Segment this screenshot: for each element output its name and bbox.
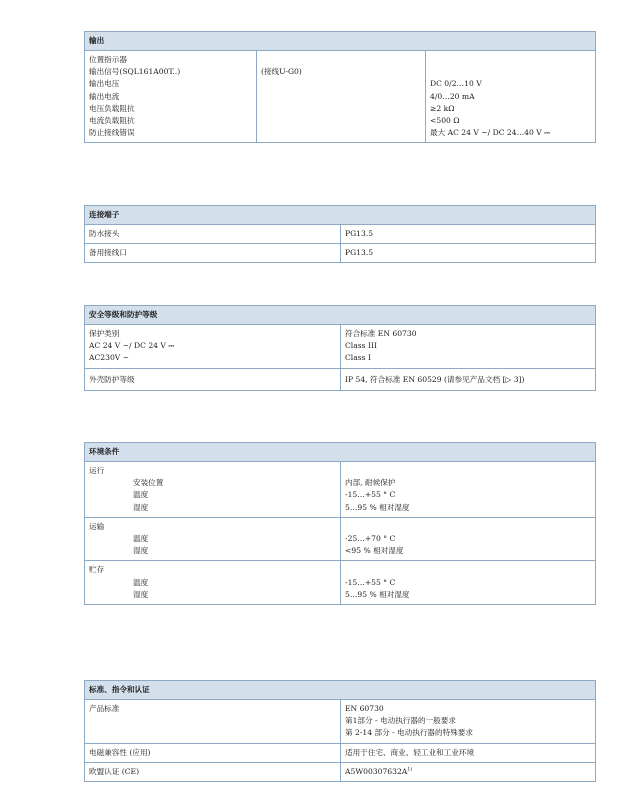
table-row: 备用接线口 PG13.5 (85, 244, 596, 263)
safety-title: 安全等级和防护等级 (85, 306, 596, 325)
wiring-note: (接线U-G0) (261, 67, 302, 77)
output-values: DC 0/2…10 V 4/0…20 mA ≥2 kΩ <500 Ω 最大 AC 24 V ~/ DC 24…40 V ⎓ (426, 51, 596, 143)
output-wiring (257, 51, 426, 143)
table-row: 欧盟认证 (CE) $A5W00307632A^{1)}$ (85, 762, 596, 781)
ce-footnote: 1) (407, 766, 413, 773)
table-row: 运输 温度 湿度 -25…+70 ° C <95 % 相对湿度 (85, 517, 596, 561)
environment-title: 环境条件 (85, 443, 596, 462)
table-row: 贮存 温度 湿度 -15…+55 ° C 5…95 % 相对湿度 (85, 561, 596, 605)
table-row: 产品标准 EN 60730 第1部分 - 电动执行器的一般要求 第 2-14 部分 - 电动执行器的特殊要求 (85, 700, 596, 744)
environment-table (84, 442, 596, 605)
standards-table (84, 680, 596, 782)
output-table (84, 31, 596, 143)
safety-table (84, 305, 596, 391)
table-row: 防水接头 PG13.5 (85, 225, 596, 244)
table-row: 保护类别 AC 24 V ~/ DC 24 V ⎓ AC230V ~ 符合标准 EN 60730 Class III Class I (85, 325, 596, 369)
output-labels: 位置指示器 输出信号(SQL161A00T..) 输出电压 输出电流 电压负载阻抗 电流负载阻抗 防止接线错误 (85, 51, 257, 143)
terminals-table (84, 205, 596, 263)
terminals-title: 连接端子 (85, 206, 596, 225)
ce-number: A5W00307632A (345, 766, 408, 776)
standards-title: 标准、指令和认证 (85, 681, 596, 700)
table-row: 外壳防护等级 IP 54, 符合标准 EN 60529 (请参见产品文档 [▷ 3]) (85, 368, 596, 390)
output-title: 输出 (85, 32, 596, 51)
table-row: 电磁兼容性 (应用) 适用于住宅、商业、轻工业和工业环境 (85, 743, 596, 762)
table-row: 运行 安装位置 温度 湿度 内部, 耐候保护 -15…+55 ° C 5…95 % 相对湿度 (85, 462, 596, 518)
